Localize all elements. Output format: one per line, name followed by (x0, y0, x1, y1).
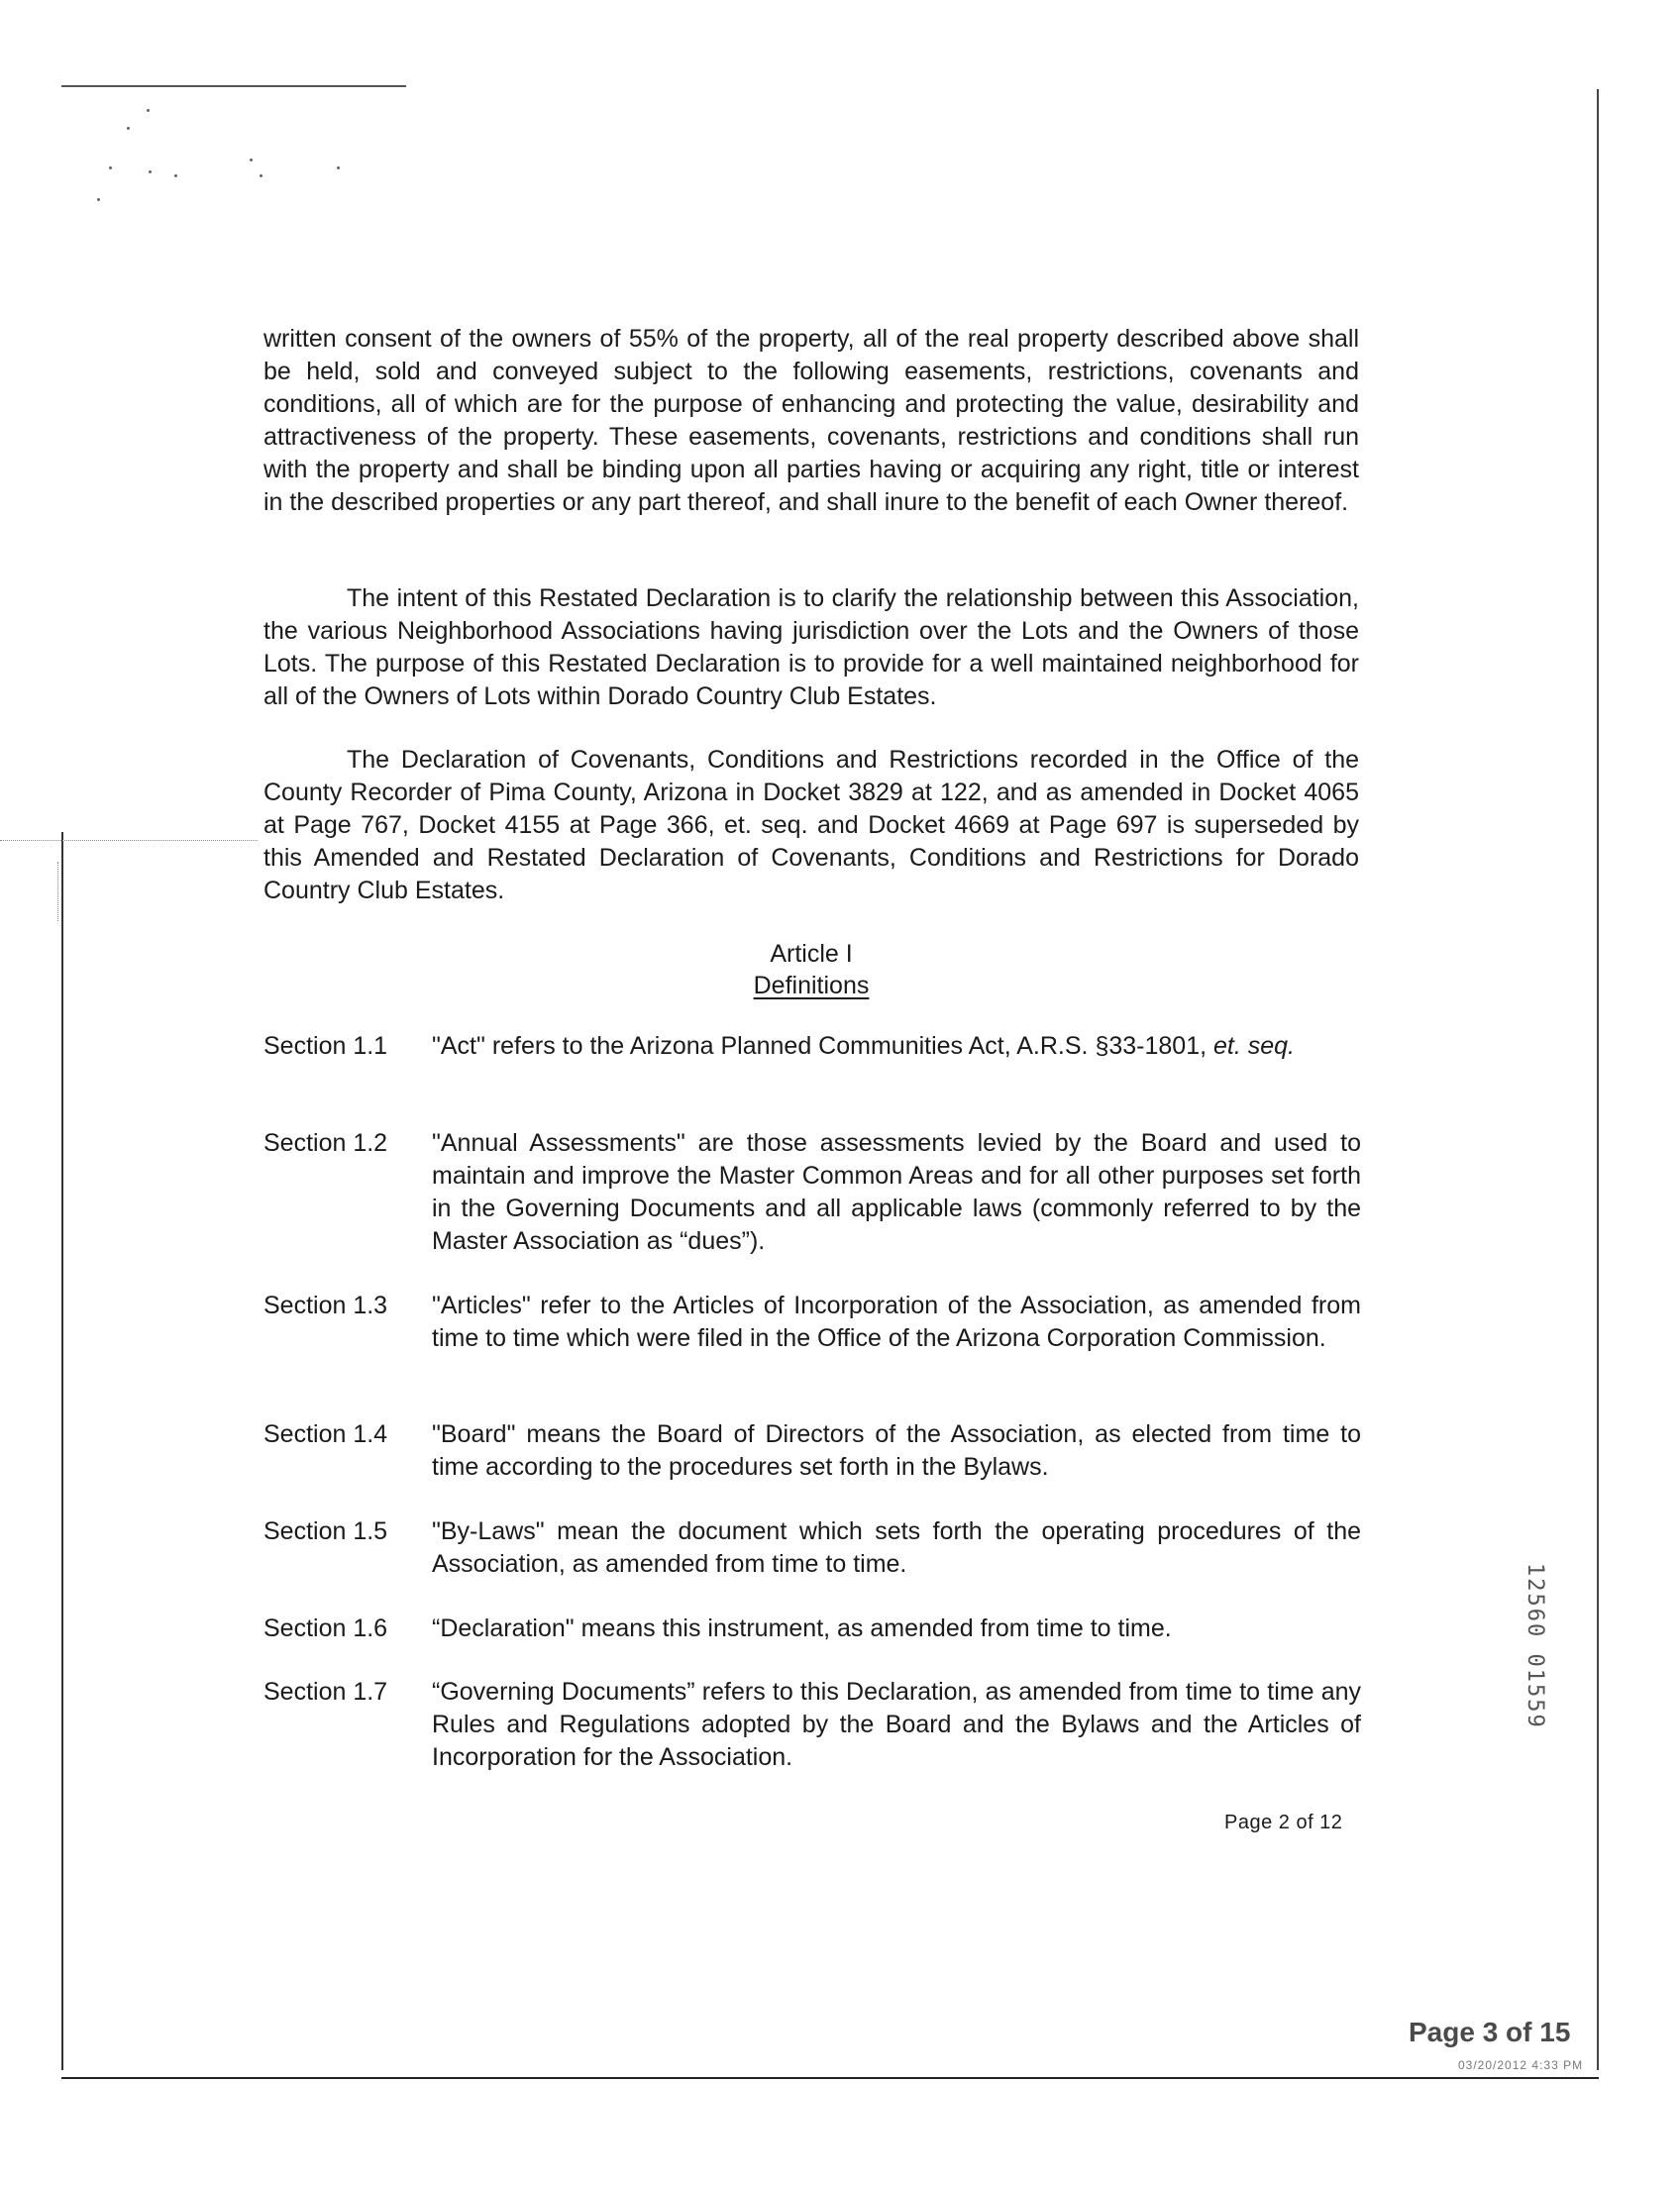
scan-mark-left-vertical (57, 862, 59, 921)
section-label: Section 1.2 (263, 1129, 388, 1157)
article-title: Article I (770, 940, 853, 968)
scan-speck (149, 170, 152, 173)
scan-edge-right (1597, 89, 1599, 2070)
section-text: "Annual Assessments" are those assessments levied by the Board and used to maintain and improve the Master Common Areas and for all other purposes set forth in the Governing Documents and all applicable laws (commonly referred to by the Master Association as “dues”). (432, 1129, 1361, 1255)
scan-speck (250, 158, 253, 161)
section-label: Section 1.5 (263, 1517, 388, 1545)
scan-rule-top-segment (347, 85, 406, 87)
paragraph-intent: The intent of this Restated Declaration is to clarify the relationship between this Association, the various Neighborhood Associations having jurisdiction over the Lots and the Owners of those Lots. The purpose of this Restated Declaration is to provide for a well maintained neighborhood for all of the Owners of Lots within Dorado Country Club Estates. (263, 584, 1359, 710)
scan-timestamp: 03/20/2012 4:33 PM (1458, 2058, 1584, 2072)
article-subtitle: Definitions (753, 972, 870, 999)
section-text: "By-Laws" mean the document which sets forth the operating procedures of the Association, as amended from time to time. (432, 1517, 1361, 1578)
section-text: “Governing Documents” refers to this Declaration, as amended from time to time any Rules and Regulations adopted by the Board and the Bylaws and the Articles of Incorporation for the Association. (432, 1678, 1361, 1771)
paragraph-supersession: The Declaration of Covenants, Conditions and Restrictions recorded in the Office of the County Recorder of Pima County, Arizona in Docket 3829 at 122, and as amended in Docket 4065 at Page 767, Docket 4155 at Page 366, et. seq. and Docket 4669 at Page 697 is superseded by this Amended and Restated Declaration of Covenants, Conditions and Restrictions for Dorado Country Club Estates. (263, 746, 1359, 904)
article-heading (263, 938, 1359, 1001)
page-number-outer: Page 3 of 15 (1409, 2017, 1571, 2047)
scan-speck (260, 174, 262, 177)
scan-mark-left (0, 840, 258, 841)
section-label: Section 1.1 (263, 1032, 388, 1060)
section-text: "Board" means the Board of Directors of the Association, as elected from time to time according to the procedures set forth in the Bylaws. (432, 1420, 1361, 1481)
scan-speck (127, 127, 130, 130)
section-text: "Articles" refer to the Articles of Incorporation of the Association, as amended from time to time which were filed in the Office of the Arizona Corporation Commission. (432, 1292, 1361, 1352)
section-label: Section 1.7 (263, 1678, 388, 1706)
section-label: Section 1.4 (263, 1420, 388, 1448)
scan-speck (97, 198, 100, 201)
page-number-inner: Page 2 of 12 (1224, 1812, 1343, 1833)
section-text-italic: et. seq. (1213, 1032, 1295, 1060)
section-text (432, 1030, 1361, 1063)
section-label: Section 1.6 (263, 1614, 388, 1642)
section-text-main: "Act" refers to the Arizona Planned Communities Act, A.R.S. §33-1801, (432, 1032, 1213, 1060)
section-text: “Declaration" means this instrument, as amended from time to time. (432, 1614, 1172, 1642)
paragraph-consent: written consent of the owners of 55% of the property, all of the real property described above shall be held, sold and conveyed subject to the following easements, restrictions, covenants and conditions, all of which are for the purpose of enhancing and protecting the value, desirability and attractiveness of the property. These easements, covenants, restrictions and conditions shall run with the property and shall be binding upon all parties having or acquiring any right, title or interest in the described properties or any part thereof, and shall inure to the benefit of each Owner thereof. (263, 325, 1359, 516)
scan-speck (337, 166, 340, 169)
scan-edge-left (61, 832, 63, 2070)
scan-speck (147, 109, 150, 112)
scan-speck (174, 174, 177, 177)
scan-edge-bottom (61, 2077, 1599, 2079)
section-label: Section 1.3 (263, 1292, 388, 1319)
scan-speck (109, 166, 112, 169)
recording-stamp: 12560 01559 (1522, 1563, 1547, 1729)
